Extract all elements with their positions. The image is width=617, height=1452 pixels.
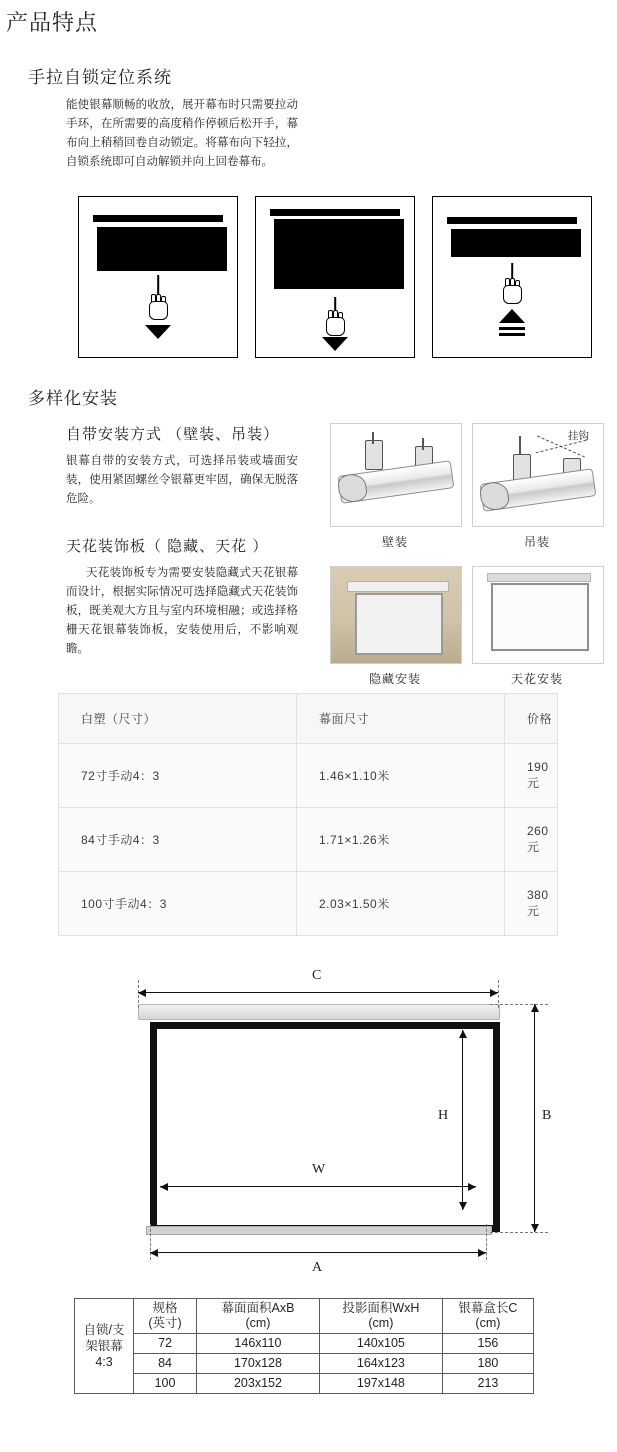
table-row [59, 744, 558, 808]
figure-ceiling-install [472, 566, 602, 687]
caption-hidden-install: 隐藏安装 [368, 672, 421, 686]
spec-cell-case-length: 180 [442, 1354, 533, 1374]
hand-icon [501, 277, 523, 303]
spec-cell-projection-area: 197x148 [319, 1374, 442, 1394]
hand-icon [147, 293, 169, 319]
figure-screen-retract [432, 196, 592, 358]
paragraph-ceiling-panel: 天花装饰板专为需要安装隐藏式天花银幕而设计，根据实际情况可选择隐藏式天花装饰板，既美观大方且与室内环境相融；或选择格栅天花银幕装饰板，安装使用后，不影响观瞻。 [66, 567, 298, 655]
table-row-header [59, 694, 558, 744]
table-row [59, 808, 558, 872]
caption-wall-mount: 壁装 [381, 535, 408, 549]
spec-cell-projection-area: 140x105 [319, 1334, 442, 1354]
install-section [0, 423, 617, 686]
arrow-down-icon [322, 337, 348, 351]
price-cell-size: 72寸手动4：3 [59, 744, 297, 808]
spec-header-size: 规格 (英寸) [134, 1299, 197, 1334]
spec-header-screen-area: 幕面面积AxB (cm) [196, 1299, 319, 1334]
spec-table [74, 1298, 534, 1394]
hand-icon [324, 309, 346, 335]
caption-ceiling-mount: 吊装 [523, 535, 550, 549]
figure-screen-pull-down [78, 196, 238, 358]
spec-cell-size: 84 [134, 1354, 197, 1374]
spec-cell-size: 72 [134, 1334, 197, 1354]
price-cell-screen: 1.46×1.10米 [297, 744, 505, 808]
hook-label: 挂钩 [568, 430, 589, 442]
dimension-label-c: C [312, 968, 322, 983]
dimension-label-b: B [542, 1108, 552, 1123]
figure-ceiling-mount [472, 423, 602, 550]
spec-header-case-length: 银幕盒长C (cm) [442, 1299, 533, 1334]
price-header-price: 价格 [505, 694, 558, 744]
dimension-label-w: W [312, 1162, 326, 1177]
subheading-ceiling-panel: 天花装饰板（ 隐藏、天花 ） [66, 538, 269, 555]
price-cell-size: 84寸手动4：3 [59, 808, 297, 872]
subheading-self-install: 自带安装方式 （壁装、吊装） [66, 426, 280, 443]
ceiling-mount-drawing [472, 423, 604, 527]
spec-cell-screen-area: 146x110 [196, 1334, 319, 1354]
arrow-up-icon [499, 309, 525, 323]
price-cell-price: 190元 [505, 744, 558, 808]
dimension-diagram [30, 970, 590, 1290]
screen-bottom-bar [146, 1226, 492, 1235]
install-illustrations [330, 423, 602, 687]
price-table [58, 693, 558, 936]
spec-table-row [75, 1374, 534, 1394]
screen-surface [150, 1022, 500, 1232]
figure-wall-mount [330, 423, 460, 550]
illustration-row-pull-lock [78, 196, 617, 358]
price-cell-price: 260元 [505, 808, 558, 872]
caption-ceiling-install: 天花安装 [510, 672, 563, 686]
dimension-label-a: A [312, 1260, 323, 1275]
section-heading-install: 多样化安装 [28, 389, 118, 408]
wall-mount-drawing [330, 423, 462, 527]
spec-cell-case-length: 156 [442, 1334, 533, 1354]
spec-table-header-row [75, 1299, 534, 1334]
table-row [59, 872, 558, 936]
section-heading-pull-lock: 手拉自锁定位系统 [28, 68, 172, 87]
section-paragraph-pull-lock: 能使银幕顺畅的收放，展开幕布时只需要拉动手环，在所需要的高度稍作停顿后松开手，幕布向上稍稍回卷自动锁定。将幕布向下轻拉，自锁系统即可自动解锁并向上回卷幕布。 [66, 99, 298, 168]
spec-cell-projection-area: 164x123 [319, 1354, 442, 1374]
hidden-install-photo [330, 566, 462, 664]
figure-screen-extended [255, 196, 415, 358]
spec-cell-screen-area: 203x152 [196, 1374, 319, 1394]
spec-table-row [75, 1354, 534, 1374]
price-cell-size: 100寸手动4：3 [59, 872, 297, 936]
price-header-screen: 幕面尺寸 [297, 694, 505, 744]
price-cell-screen: 2.03×1.50米 [297, 872, 505, 936]
figure-hidden-install [330, 566, 460, 687]
motion-lines-icon [499, 327, 525, 339]
arrow-down-icon [145, 325, 171, 339]
spec-cell-case-length: 213 [442, 1374, 533, 1394]
spec-table-row [75, 1334, 534, 1354]
ceiling-install-photo [472, 566, 604, 664]
price-cell-screen: 1.71×1.26米 [297, 808, 505, 872]
spec-cell-size: 100 [134, 1374, 197, 1394]
spec-header-projection-area: 投影面积WxH (cm) [319, 1299, 442, 1334]
price-header-size: 白塑（尺寸） [59, 694, 297, 744]
spec-row-header: 自锁/支架银幕4:3 [75, 1299, 134, 1394]
screen-case [138, 1004, 500, 1020]
paragraph-self-install: 银幕自带的安装方式，可选择吊装或墙面安装，使用紧固螺丝令银幕更牢固，确保无脱落危险。 [66, 455, 298, 505]
page-title: 产品特点 [6, 10, 99, 35]
price-cell-price: 380元 [505, 872, 558, 936]
dimension-label-h: H [438, 1108, 449, 1123]
spec-cell-screen-area: 170x128 [196, 1354, 319, 1374]
